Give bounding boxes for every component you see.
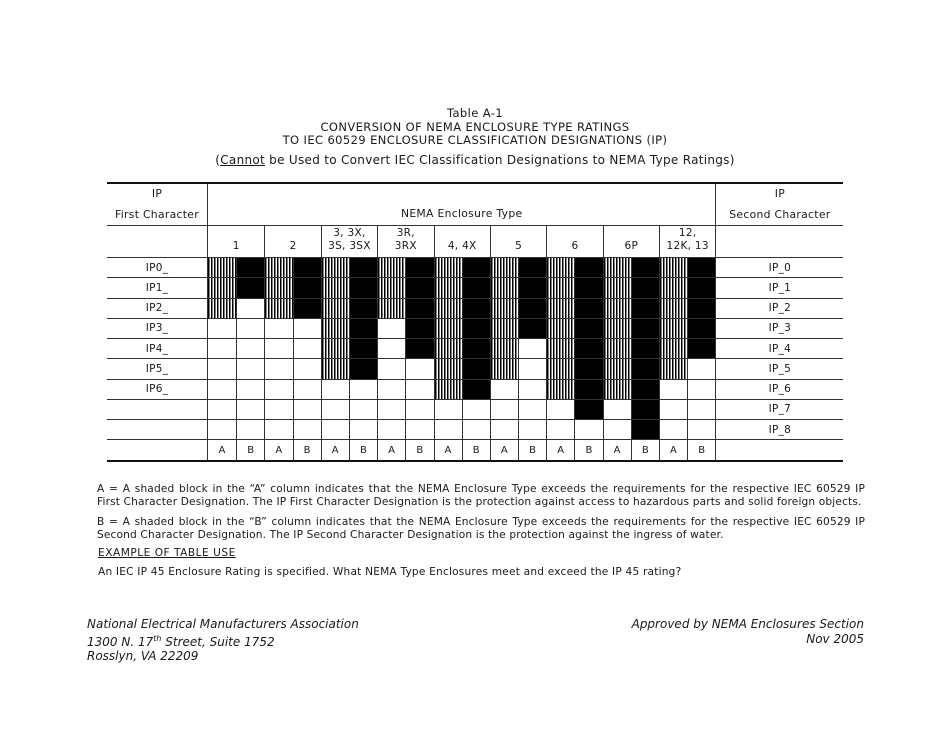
first-char-label: IP3_ — [107, 318, 208, 338]
rating-cell-a-shaded — [659, 257, 687, 277]
rating-cell-a-shaded — [208, 277, 236, 297]
rating-cell-b-shaded — [462, 298, 490, 318]
footer-row-blank-right — [715, 439, 843, 460]
rating-cell-b — [236, 338, 264, 358]
rating-cell-b-shaded — [462, 257, 490, 277]
second-char-label: IP_5 — [715, 358, 843, 378]
rating-cell-b — [349, 379, 377, 399]
column-label-a: A — [377, 439, 405, 460]
rating-cell-b — [462, 399, 490, 419]
column-label-a: A — [659, 439, 687, 460]
rating-cell-a-shaded — [434, 338, 462, 358]
rating-cell-a — [208, 419, 236, 439]
rating-cell-a-shaded — [208, 298, 236, 318]
rating-cell-b-shaded — [631, 257, 659, 277]
rating-cell-b — [293, 399, 321, 419]
rating-cell-a-shaded — [490, 358, 518, 378]
first-char-blank — [107, 419, 208, 439]
approval-text: Approved by NEMA Enclosures Section — [631, 617, 864, 631]
column-label-a: A — [603, 439, 631, 460]
rating-cell-b-shaded — [293, 257, 321, 277]
header-corner-right — [715, 225, 843, 257]
rating-cell-b-shaded — [687, 277, 715, 297]
rating-cell-b-shaded — [687, 298, 715, 318]
rating-cell-a — [434, 419, 462, 439]
org-name: National Electrical Manufacturers Association — [87, 617, 359, 631]
rating-cell-a — [321, 419, 349, 439]
rating-cell-a — [208, 379, 236, 399]
column-label-a: A — [546, 439, 574, 460]
rating-cell-a-shaded — [321, 298, 349, 318]
rating-cell-a-shaded — [208, 257, 236, 277]
rating-cell-b-shaded — [349, 257, 377, 277]
rating-cell-a-shaded — [264, 298, 292, 318]
rating-cell-b — [687, 358, 715, 378]
footer-address — [87, 617, 359, 664]
rating-cell-b — [405, 399, 433, 419]
rating-cell-a-shaded — [321, 257, 349, 277]
rating-cell-a-shaded — [659, 298, 687, 318]
first-character-header: IP First Character — [107, 184, 208, 225]
nema-type-header: NEMA Enclosure Type — [400, 207, 523, 220]
rating-cell-a-shaded — [659, 358, 687, 378]
rating-cell-a-shaded — [490, 298, 518, 318]
rating-cell-a-shaded — [321, 277, 349, 297]
column-label-b: B — [405, 439, 433, 460]
column-label-b: B — [631, 439, 659, 460]
rating-cell-b-shaded — [462, 318, 490, 338]
rating-cell-a — [490, 379, 518, 399]
rating-cell-a — [321, 379, 349, 399]
rating-cell-b — [293, 318, 321, 338]
rating-cell-a-shaded — [546, 379, 574, 399]
example-question: An IEC IP 45 Enclosure Rating is specified. What NEMA Type Enclosures meet and exceed the IP 45 rating? — [98, 566, 682, 578]
rating-cell-b — [293, 338, 321, 358]
rating-cell-a-shaded — [603, 257, 631, 277]
rating-cell-b-shaded — [687, 257, 715, 277]
rating-cell-a — [546, 419, 574, 439]
rating-cell-a-shaded — [321, 318, 349, 338]
rating-cell-b-shaded — [405, 257, 433, 277]
rating-cell-b — [293, 419, 321, 439]
first-char-label: IP4_ — [107, 338, 208, 358]
rating-cell-a-shaded — [546, 257, 574, 277]
second-char-label: IP_2 — [715, 298, 843, 318]
rating-cell-b-shaded — [462, 277, 490, 297]
column-label-b: B — [687, 439, 715, 460]
rating-cell-b-shaded — [631, 277, 659, 297]
rating-cell-b-shaded — [462, 338, 490, 358]
rating-cell-b — [236, 379, 264, 399]
rating-cell-a — [208, 338, 236, 358]
rating-cell-b — [293, 379, 321, 399]
rating-cell-b — [405, 379, 433, 399]
rating-cell-b-shaded — [518, 318, 546, 338]
rating-cell-a — [377, 338, 405, 358]
rating-cell-a — [264, 399, 292, 419]
example-heading: EXAMPLE OF TABLE USE — [98, 547, 236, 559]
rating-cell-a-shaded — [659, 338, 687, 358]
note-a: A = A shaded block in the “A” column indicates that the NEMA Enclosure Type exceeds the requirements for the respective IEC 60529 IP First Character Designation. The IP First Character Designation is the protection against access to hazardous parts and solid foreign objects. — [97, 483, 865, 508]
type-header-9: 12, 12K, 13 — [659, 225, 715, 257]
rating-cell-b-shaded — [349, 338, 377, 358]
rating-cell-b — [687, 419, 715, 439]
rating-cell-b-shaded — [293, 277, 321, 297]
rating-cell-b-shaded — [574, 379, 602, 399]
type-header-6: 5 — [490, 225, 546, 257]
approval-date: Nov 2005 — [806, 631, 864, 646]
column-label-a: A — [208, 439, 236, 460]
rating-cell-a — [377, 419, 405, 439]
rating-cell-b-shaded — [574, 257, 602, 277]
rating-cell-b-shaded — [518, 298, 546, 318]
rating-cell-b-shaded — [349, 358, 377, 378]
rating-cell-a — [377, 399, 405, 419]
rating-cell-a-shaded — [377, 277, 405, 297]
rating-cell-a-shaded — [603, 379, 631, 399]
rating-cell-a — [434, 399, 462, 419]
rating-cell-b — [518, 379, 546, 399]
rating-cell-b — [349, 399, 377, 419]
cannot-emphasis: Cannot — [220, 152, 266, 167]
type-header-3: 3, 3X, 3S, 3SX — [321, 225, 377, 257]
rating-cell-b-shaded — [518, 277, 546, 297]
type-header-7: 6 — [546, 225, 602, 257]
rating-cell-a — [264, 419, 292, 439]
rating-cell-a-shaded — [546, 318, 574, 338]
rating-cell-b — [236, 419, 264, 439]
footer-row-blank-left — [107, 439, 208, 460]
rating-cell-a — [603, 399, 631, 419]
rating-cell-b-shaded — [687, 338, 715, 358]
second-char-label: IP_0 — [715, 257, 843, 277]
rating-cell-a-shaded — [434, 277, 462, 297]
rating-cell-a — [264, 379, 292, 399]
rating-cell-a-shaded — [659, 277, 687, 297]
rating-cell-b — [518, 358, 546, 378]
column-label-b: B — [349, 439, 377, 460]
type-header-5: 4, 4X — [434, 225, 490, 257]
header-corner-left — [107, 225, 208, 257]
rating-cell-a — [377, 318, 405, 338]
rating-cell-b-shaded — [631, 318, 659, 338]
rating-cell-a-shaded — [490, 257, 518, 277]
type-header-1: 1 — [208, 225, 264, 257]
rating-cell-b-shaded — [574, 277, 602, 297]
rating-cell-b-shaded — [574, 338, 602, 358]
rating-cell-b-shaded — [631, 298, 659, 318]
first-char-blank — [107, 399, 208, 419]
title-line-1: Table A-1 — [446, 106, 504, 120]
rating-cell-a-shaded — [434, 318, 462, 338]
title-line-2: CONVERSION OF NEMA ENCLOSURE TYPE RATINGS — [320, 119, 630, 134]
first-char-label: IP0_ — [107, 257, 208, 277]
rating-cell-a-shaded — [603, 318, 631, 338]
rating-cell-b-shaded — [574, 399, 602, 419]
rating-cell-b-shaded — [236, 257, 264, 277]
title-line-3: TO IEC 60529 ENCLOSURE CLASSIFICATION DESIGNATIONS (IP) — [282, 133, 668, 147]
rating-cell-b — [236, 358, 264, 378]
rating-cell-b-shaded — [574, 318, 602, 338]
rating-cell-b — [405, 358, 433, 378]
rating-cell-b-shaded — [405, 277, 433, 297]
rating-cell-a-shaded — [434, 379, 462, 399]
column-label-b: B — [462, 439, 490, 460]
column-label-a: A — [434, 439, 462, 460]
rating-cell-b-shaded — [518, 257, 546, 277]
rating-cell-a — [659, 419, 687, 439]
rating-cell-b — [518, 338, 546, 358]
rating-cell-b-shaded — [405, 298, 433, 318]
rating-cell-b — [236, 399, 264, 419]
rating-cell-a-shaded — [546, 358, 574, 378]
rating-cell-b — [518, 419, 546, 439]
rating-cell-a-shaded — [603, 277, 631, 297]
column-label-b: B — [236, 439, 264, 460]
rating-cell-a — [546, 399, 574, 419]
rating-cell-b-shaded — [405, 338, 433, 358]
rating-cell-b — [293, 358, 321, 378]
rating-cell-a-shaded — [603, 358, 631, 378]
rating-cell-a-shaded — [659, 318, 687, 338]
rating-cell-a-shaded — [546, 298, 574, 318]
rating-cell-b — [574, 419, 602, 439]
rating-cell-b-shaded — [349, 298, 377, 318]
rating-cell-a-shaded — [434, 358, 462, 378]
rating-cell-b-shaded — [631, 379, 659, 399]
rating-cell-b-shaded — [687, 318, 715, 338]
rating-cell-a — [377, 358, 405, 378]
city-state: Rosslyn, VA 22209 — [87, 649, 199, 663]
column-label-b: B — [518, 439, 546, 460]
rating-cell-a — [659, 379, 687, 399]
rating-cell-a — [490, 399, 518, 419]
rating-cell-b-shaded — [349, 318, 377, 338]
rating-cell-a-shaded — [321, 358, 349, 378]
column-label-a: A — [490, 439, 518, 460]
rating-cell-a — [659, 399, 687, 419]
rating-cell-a — [208, 318, 236, 338]
rating-cell-b — [236, 318, 264, 338]
rating-cell-b — [349, 419, 377, 439]
rating-cell-a-shaded — [321, 338, 349, 358]
rating-cell-b-shaded — [405, 318, 433, 338]
second-char-label: IP_6 — [715, 379, 843, 399]
conversion-table — [107, 182, 843, 462]
rating-cell-a-shaded — [434, 298, 462, 318]
rating-cell-a-shaded — [546, 277, 574, 297]
rating-cell-b — [405, 419, 433, 439]
rating-cell-a-shaded — [490, 277, 518, 297]
rating-cell-a-shaded — [377, 257, 405, 277]
rating-cell-a — [208, 358, 236, 378]
footer-approval — [632, 617, 864, 646]
rating-cell-b — [236, 298, 264, 318]
second-char-label: IP_8 — [715, 419, 843, 439]
first-char-label: IP5_ — [107, 358, 208, 378]
rating-cell-a — [264, 318, 292, 338]
rating-cell-a — [321, 399, 349, 419]
rating-cell-b-shaded — [462, 358, 490, 378]
first-char-label: IP6_ — [107, 379, 208, 399]
rating-cell-a-shaded — [490, 318, 518, 338]
rating-cell-a — [264, 338, 292, 358]
rating-cell-a-shaded — [603, 298, 631, 318]
first-char-label: IP2_ — [107, 298, 208, 318]
second-char-label: IP_7 — [715, 399, 843, 419]
column-label-b: B — [293, 439, 321, 460]
table-subtitle: (Cannot be Used to Convert IEC Classification Designations to NEMA Type Ratings) — [215, 152, 735, 167]
second-char-label: IP_4 — [715, 338, 843, 358]
first-char-label: IP1_ — [107, 277, 208, 297]
rating-cell-a-shaded — [264, 257, 292, 277]
note-b: B = A shaded block in the “B” column indicates that the NEMA Enclosure Type exceeds the requirements for the respective IEC 60529 IP Second Character Designation. The IP Second Character Designation is the protection against the ingress of water. — [97, 516, 865, 541]
street-address: 1300 N. 17th Street, Suite 1752 — [87, 633, 275, 649]
type-header-8: 6P — [603, 225, 659, 257]
rating-cell-a-shaded — [264, 277, 292, 297]
rating-cell-a — [377, 379, 405, 399]
second-character-header: IP Second Character — [715, 184, 843, 225]
column-label-a: A — [321, 439, 349, 460]
rating-cell-a-shaded — [490, 338, 518, 358]
rating-cell-a-shaded — [603, 338, 631, 358]
rating-cell-a — [603, 419, 631, 439]
type-header-4: 3R, 3RX — [377, 225, 433, 257]
rating-cell-b-shaded — [631, 358, 659, 378]
rating-cell-a — [490, 419, 518, 439]
table-title — [0, 107, 950, 167]
second-char-label: IP_1 — [715, 277, 843, 297]
rating-cell-b-shaded — [236, 277, 264, 297]
rating-cell-b — [462, 419, 490, 439]
rating-cell-b-shaded — [462, 379, 490, 399]
rating-cell-a-shaded — [546, 338, 574, 358]
column-label-b: B — [574, 439, 602, 460]
rating-cell-a — [208, 399, 236, 419]
type-header-2: 2 — [264, 225, 320, 257]
rating-cell-b — [687, 399, 715, 419]
rating-cell-b-shaded — [349, 277, 377, 297]
column-label-a: A — [264, 439, 292, 460]
rating-cell-b — [687, 379, 715, 399]
rating-cell-b-shaded — [574, 298, 602, 318]
second-char-label: IP_3 — [715, 318, 843, 338]
rating-cell-b — [518, 399, 546, 419]
rating-cell-a-shaded — [434, 257, 462, 277]
rating-cell-b-shaded — [293, 298, 321, 318]
rating-cell-b-shaded — [574, 358, 602, 378]
rating-cell-b-shaded — [631, 399, 659, 419]
rating-cell-b-shaded — [631, 419, 659, 439]
rating-cell-a-shaded — [377, 298, 405, 318]
rating-cell-b-shaded — [631, 338, 659, 358]
rating-cell-a — [264, 358, 292, 378]
